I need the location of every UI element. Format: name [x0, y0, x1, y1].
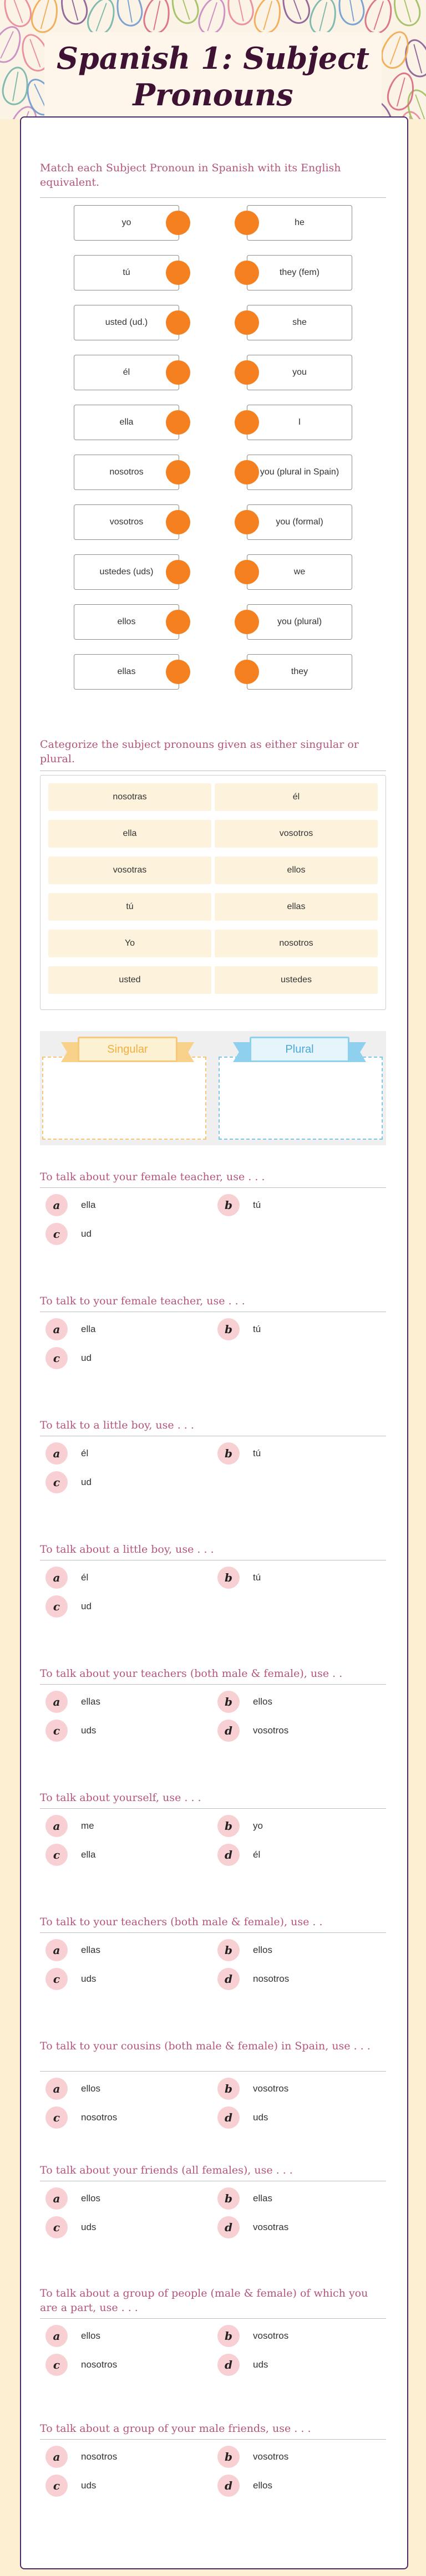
pronoun-chip[interactable]: vosotras: [48, 856, 211, 884]
match-right-item[interactable]: they: [247, 654, 352, 690]
option-label: vosotros: [253, 2330, 289, 2341]
option-label: ud: [81, 1601, 92, 1611]
leaf-decoration: [28, 0, 63, 36]
match-left-item[interactable]: tú: [74, 255, 179, 290]
option-letter-badge: b: [217, 2078, 240, 2100]
page-title: Spanish 1: Subject Pronouns: [56, 40, 370, 113]
answer-option[interactable]: [217, 2446, 288, 2468]
pronoun-chip[interactable]: vosotros: [215, 820, 378, 848]
match-right-item[interactable]: I: [247, 405, 352, 440]
option-letter-badge: b: [217, 1567, 240, 1589]
singular-drop-zone[interactable]: [42, 1057, 206, 1140]
option-label: ud: [81, 1353, 92, 1363]
option-label: uds: [81, 2222, 97, 2232]
match-right-item[interactable]: he: [247, 205, 352, 241]
answer-option[interactable]: [217, 1720, 288, 1742]
option-letter-badge: a: [45, 1567, 68, 1589]
answer-option[interactable]: [45, 2354, 117, 2376]
leaf-decoration: [277, 0, 314, 28]
option-label: tú: [253, 1324, 261, 1334]
question-text: To talk about yourself, use . . .: [40, 1792, 201, 1804]
answer-option[interactable]: [45, 1844, 95, 1866]
pronoun-chip[interactable]: nosotros: [215, 930, 378, 957]
answer-option[interactable]: [217, 1691, 272, 1713]
leaf-decoration: [224, 0, 257, 28]
option-letter-badge: a: [45, 2325, 68, 2347]
divider: [40, 1808, 386, 1809]
pronoun-chip[interactable]: tú: [48, 893, 211, 921]
match-right-item[interactable]: she: [247, 305, 352, 340]
option-letter-badge: c: [45, 1968, 68, 1990]
option-label: uds: [81, 1725, 97, 1736]
answer-option[interactable]: [45, 1318, 95, 1340]
answer-option[interactable]: [217, 2475, 272, 2497]
option-label: ellos: [81, 2193, 100, 2203]
answer-option[interactable]: [217, 2354, 268, 2376]
answer-option[interactable]: [217, 1844, 260, 1866]
option-label: uds: [81, 2480, 97, 2491]
option-label: ellos: [253, 2480, 272, 2491]
option-label: yo: [253, 1820, 263, 1831]
plural-drop-zone[interactable]: [219, 1057, 383, 1140]
option-letter-badge: d: [217, 1720, 240, 1742]
match-connector-dot[interactable]: [235, 610, 259, 634]
option-letter-badge: b: [217, 1442, 240, 1465]
divider: [40, 1932, 386, 1933]
answer-option[interactable]: [217, 1567, 261, 1589]
match-left-item[interactable]: ellos: [74, 604, 179, 640]
option-letter-badge: c: [45, 1844, 68, 1866]
match-connector-dot[interactable]: [235, 510, 259, 534]
answer-option[interactable]: [217, 1318, 261, 1340]
match-right-item[interactable]: you (plural in Spain): [247, 455, 352, 490]
matching-instruction: Match each Subject Pronoun in Spanish with its English equivalent.: [40, 162, 341, 188]
question-text: To talk about your friends (all females), use . . .: [40, 2164, 293, 2176]
option-letter-badge: d: [217, 2216, 240, 2238]
categorize-chip-pool: [40, 775, 386, 1010]
answer-option[interactable]: [45, 1815, 94, 1837]
divider: [40, 2318, 386, 2319]
match-right-item[interactable]: you (plural): [247, 604, 352, 640]
question-text: To talk about your female teacher, use . . .: [40, 1171, 265, 1183]
pronoun-chip[interactable]: él: [215, 783, 378, 811]
pronoun-chip[interactable]: ella: [48, 820, 211, 848]
question-text: To talk about a little boy, use . . .: [40, 1543, 214, 1555]
option-label: uds: [253, 2112, 268, 2123]
match-connector-dot[interactable]: [235, 211, 259, 235]
option-letter-badge: a: [45, 1318, 68, 1340]
option-letter-badge: c: [45, 2475, 68, 2497]
singular-ribbon: [61, 1035, 194, 1063]
answer-option[interactable]: [45, 2078, 100, 2100]
match-connector-dot[interactable]: [166, 660, 190, 684]
plural-label: Plural: [250, 1037, 349, 1062]
match-left-item[interactable]: vosotros: [74, 504, 179, 540]
option-label: vosotros: [253, 1725, 289, 1736]
answer-option[interactable]: [217, 1815, 263, 1837]
option-label: vosotros: [253, 2083, 289, 2094]
option-letter-badge: c: [45, 2354, 68, 2376]
option-letter-badge: b: [217, 2187, 240, 2210]
categorize-instruction: Categorize the subject pronouns given as either singular or plural.: [40, 738, 359, 765]
answer-option[interactable]: [217, 2078, 288, 2100]
option-letter-badge: b: [217, 1815, 240, 1837]
option-label: uds: [253, 2359, 268, 2370]
option-letter-badge: d: [217, 1968, 240, 1990]
option-label: tú: [253, 1572, 261, 1583]
answer-option[interactable]: [45, 1442, 88, 1465]
leaf-decoration: [57, 0, 92, 28]
answer-option[interactable]: [217, 1442, 261, 1465]
question-text: To talk to a little boy, use . . .: [40, 1419, 194, 1431]
leaf-decoration: [166, 0, 202, 27]
answer-option[interactable]: [217, 2106, 268, 2129]
match-connector-dot[interactable]: [235, 310, 259, 335]
question-text: To talk about a group of people (male & female) of which you are a part, use . . .: [40, 2287, 368, 2314]
match-left-item[interactable]: él: [74, 355, 179, 390]
match-connector-dot[interactable]: [235, 410, 259, 435]
match-right-item[interactable]: you: [247, 355, 352, 390]
leaf-decoration: [335, 0, 367, 27]
match-connector-dot[interactable]: [235, 460, 259, 484]
option-letter-badge: b: [217, 1691, 240, 1713]
option-label: ella: [81, 1200, 96, 1210]
option-letter-badge: b: [217, 1318, 240, 1340]
match-right-item[interactable]: they (fem): [247, 255, 352, 290]
option-label: nosotros: [81, 2451, 118, 2462]
answer-option[interactable]: [45, 2446, 117, 2468]
option-letter-badge: a: [45, 2446, 68, 2468]
option-label: él: [81, 1448, 89, 1458]
option-label: ellas: [81, 1945, 100, 1955]
option-letter-badge: c: [45, 1471, 68, 1493]
option-letter-badge: d: [217, 1844, 240, 1866]
leaf-decoration: [0, 0, 36, 31]
option-label: vosotros: [253, 2451, 289, 2462]
pronoun-chip[interactable]: usted: [48, 966, 211, 994]
option-label: nosotros: [253, 1973, 290, 1984]
question-text: To talk about your teachers (both male & female), use . .: [40, 1667, 343, 1680]
option-letter-badge: a: [45, 2078, 68, 2100]
answer-option[interactable]: [45, 1939, 100, 1961]
question-text: To talk about a group of your male friends, use . . .: [40, 2422, 311, 2435]
option-letter-badge: c: [45, 2216, 68, 2238]
match-connector-dot[interactable]: [166, 410, 190, 435]
match-left-item[interactable]: ellas: [74, 654, 179, 690]
option-label: tú: [253, 1200, 261, 1210]
singular-label: Singular: [78, 1037, 178, 1062]
match-connector-dot[interactable]: [235, 360, 259, 385]
option-letter-badge: d: [217, 2475, 240, 2497]
option-label: vosotras: [253, 2222, 289, 2232]
answer-option[interactable]: [45, 2187, 100, 2210]
option-letter-badge: d: [217, 2106, 240, 2129]
pronoun-chip[interactable]: ustedes: [215, 966, 378, 994]
match-connector-dot[interactable]: [166, 310, 190, 335]
answer-option[interactable]: [45, 1194, 95, 1216]
answer-option[interactable]: [45, 2475, 96, 2497]
option-letter-badge: b: [217, 1194, 240, 1216]
leaf-decoration: [140, 0, 174, 37]
option-label: él: [81, 1572, 89, 1583]
match-left-item[interactable]: nosotros: [74, 455, 179, 490]
answer-option[interactable]: [45, 1471, 92, 1493]
match-connector-dot[interactable]: [166, 510, 190, 534]
match-connector-dot[interactable]: [166, 610, 190, 634]
answer-option[interactable]: [45, 1595, 92, 1618]
match-right-item[interactable]: we: [247, 554, 352, 590]
divider: [40, 2439, 386, 2440]
option-label: ellas: [253, 2193, 272, 2203]
option-letter-badge: c: [45, 1347, 68, 1369]
option-label: él: [253, 1849, 261, 1860]
option-letter-badge: c: [45, 1595, 68, 1618]
option-label: ellos: [253, 1696, 272, 1707]
pronoun-chip[interactable]: ellas: [215, 893, 378, 921]
leaf-decoration: [250, 0, 286, 37]
answer-option[interactable]: [45, 1567, 88, 1589]
answer-option[interactable]: [45, 2325, 100, 2347]
option-letter-badge: a: [45, 1442, 68, 1465]
match-connector-dot[interactable]: [235, 261, 259, 285]
pronoun-chip[interactable]: ellos: [215, 856, 378, 884]
option-letter-badge: a: [45, 1939, 68, 1961]
answer-option[interactable]: [45, 1223, 92, 1245]
match-connector-dot[interactable]: [166, 360, 190, 385]
option-letter-badge: b: [217, 1939, 240, 1961]
leaf-decoration: [389, 0, 424, 29]
option-label: ellas: [81, 1696, 100, 1707]
answer-option[interactable]: [45, 1720, 96, 1742]
category-bins: [40, 1031, 386, 1145]
match-left-item[interactable]: ustedes (uds): [74, 554, 179, 590]
option-label: tú: [253, 1448, 261, 1458]
match-left-item[interactable]: usted (ud.): [74, 305, 179, 340]
question-text: To talk to your teachers (both male & female), use . .: [40, 1916, 323, 1928]
match-connector-dot[interactable]: [235, 560, 259, 584]
plural-ribbon: [233, 1035, 366, 1063]
option-label: me: [81, 1820, 94, 1831]
leaf-decoration: [113, 0, 145, 28]
option-label: uds: [81, 1973, 97, 1984]
option-label: nosotros: [81, 2359, 118, 2370]
pronoun-chip[interactable]: nosotras: [48, 783, 211, 811]
divider: [40, 197, 386, 198]
option-letter-badge: a: [45, 2187, 68, 2210]
answer-option[interactable]: [45, 1347, 92, 1369]
divider: [40, 2071, 386, 2072]
pronoun-chip[interactable]: Yo: [48, 930, 211, 957]
match-right-item[interactable]: you (formal): [247, 504, 352, 540]
match-connector-dot[interactable]: [166, 261, 190, 285]
match-left-item[interactable]: ella: [74, 405, 179, 440]
answer-option[interactable]: [217, 1968, 289, 1990]
answer-option[interactable]: [217, 2216, 288, 2238]
question-text: To talk to your cousins (both male & female) in Spain, use . . .: [40, 2040, 371, 2052]
option-label: ella: [81, 1849, 96, 1860]
answer-option[interactable]: [45, 2216, 96, 2238]
divider: [40, 1684, 386, 1685]
option-letter-badge: b: [217, 2446, 240, 2468]
option-letter-badge: c: [45, 1223, 68, 1245]
option-letter-badge: c: [45, 2106, 68, 2129]
option-letter-badge: a: [45, 1194, 68, 1216]
answer-option[interactable]: [45, 2106, 117, 2129]
option-letter-badge: c: [45, 1720, 68, 1742]
question-text: To talk to your female teacher, use . . .: [40, 1295, 245, 1307]
match-connector-dot[interactable]: [166, 560, 190, 584]
option-letter-badge: b: [217, 2325, 240, 2347]
answer-option[interactable]: [45, 1691, 100, 1713]
divider: [40, 1187, 386, 1188]
option-label: nosotros: [81, 2112, 118, 2123]
answer-option[interactable]: [217, 1194, 261, 1216]
match-connector-dot[interactable]: [166, 460, 190, 484]
option-letter-badge: a: [45, 1815, 68, 1837]
header-banner: [0, 0, 426, 119]
option-letter-badge: a: [45, 1691, 68, 1713]
option-letter-badge: d: [217, 2354, 240, 2376]
option-label: ellos: [81, 2330, 100, 2341]
match-connector-dot[interactable]: [166, 211, 190, 235]
option-label: ella: [81, 1324, 96, 1334]
option-label: ud: [81, 1228, 92, 1239]
match-left-item[interactable]: yo: [74, 205, 179, 241]
match-connector-dot[interactable]: [235, 660, 259, 684]
answer-option[interactable]: [45, 1968, 96, 1990]
option-label: ellos: [253, 1945, 272, 1955]
answer-option[interactable]: [217, 1939, 272, 1961]
option-label: ud: [81, 1477, 92, 1487]
option-label: ellos: [81, 2083, 100, 2094]
answer-option[interactable]: [217, 2325, 288, 2347]
answer-option[interactable]: [217, 2187, 272, 2210]
